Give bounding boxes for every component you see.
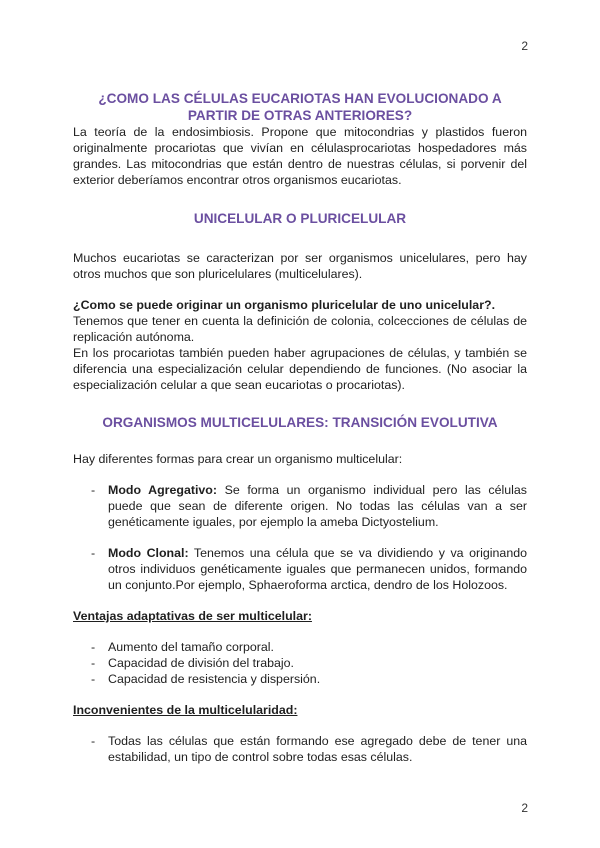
endosymbiosis-paragraph: La teoría de la endosimbiosis. Propone que mitocondrias y plastidos fueron originalmente procariotas que vivían en célulasprocariotas hospedadores más grandes. Las mitocondrias que están dentro de nuestras células, si porvenir del exterior deberíamos encontrar otros organismos eucariotas.	[73, 125, 527, 187]
title-line-2: PARTIR DE OTRAS ANTERIORES?	[187, 108, 413, 123]
section-title-multicellular: ORGANISMOS MULTICELULARES: TRANSICIÓN EVOLUTIVA	[102, 415, 498, 430]
prokaryote-paragraph: En los procariotas también pueden haber agrupaciones de células, y también se diferencia una especialización celular dependiendo de funciones. (No asociar la especialización celular a que sean eucariotas o procariotas).	[73, 346, 527, 392]
mode-label: Modo Agregativo:	[108, 483, 217, 497]
section-title-eukaryote-evolution	[73, 90, 527, 124]
list-item-aggregative-mode	[73, 482, 527, 530]
list-item: - Capacidad de división del trabajo.	[73, 655, 527, 671]
page-number-top: 2	[521, 39, 528, 53]
advantages-heading: Ventajas adaptativas de ser multicelular:	[73, 609, 312, 623]
list-item: - Aumento del tamaño corporal.	[73, 639, 527, 655]
pluricellular-question: ¿Como se puede originar un organismo pluricelular de uno unicelular?.	[73, 298, 496, 312]
advantages-list	[73, 639, 527, 687]
modes-list	[73, 482, 527, 593]
drawbacks-list	[73, 733, 527, 765]
mode-text: Tenemos una célula que se va dividiendo y va originando otros individuos genéticamente iguales que permanecen unidos, formando un conjunto.Por ejemplo, Sphaeroforma arctica, dendro de los Holozoos.	[108, 546, 527, 592]
document-body	[73, 90, 527, 765]
list-item-clonal-mode	[73, 545, 527, 593]
multicellular-intro: Hay diferentes formas para crear un organismo multicelular:	[73, 452, 403, 466]
mode-label: Modo Clonal:	[108, 546, 189, 560]
mode-text: Se forma un organismo individual pero las células puede que sean de diferente origen. No todas las células van a ser genéticamente iguales, por ejemplo la ameba Dictyostelium.	[108, 483, 527, 529]
list-item: - Capacidad de resistencia y dispersión.	[73, 671, 527, 687]
colony-paragraph: Tenemos que tener en cuenta la definición de colonia, colcecciones de células de replicación autónoma.	[73, 314, 527, 344]
title-line-1: ¿COMO LAS CÉLULAS EUCARIOTAS HAN EVOLUCIONADO A	[98, 91, 502, 106]
section-title-unicellular: UNICELULAR O PLURICELULAR	[193, 211, 407, 226]
list-item: - Todas las células que están formando ese agregado debe de tener una estabilidad, un tipo de control sobre todas esas células.	[73, 733, 527, 765]
page-number-bottom: 2	[521, 801, 528, 815]
drawbacks-heading: Inconvenientes de la multicelularidad:	[73, 703, 298, 717]
unicellular-paragraph: Muchos eucariotas se caracterizan por ser organismos unicelulares, pero hay otros muchos que son pluricelulares (multicelulares).	[73, 251, 527, 281]
